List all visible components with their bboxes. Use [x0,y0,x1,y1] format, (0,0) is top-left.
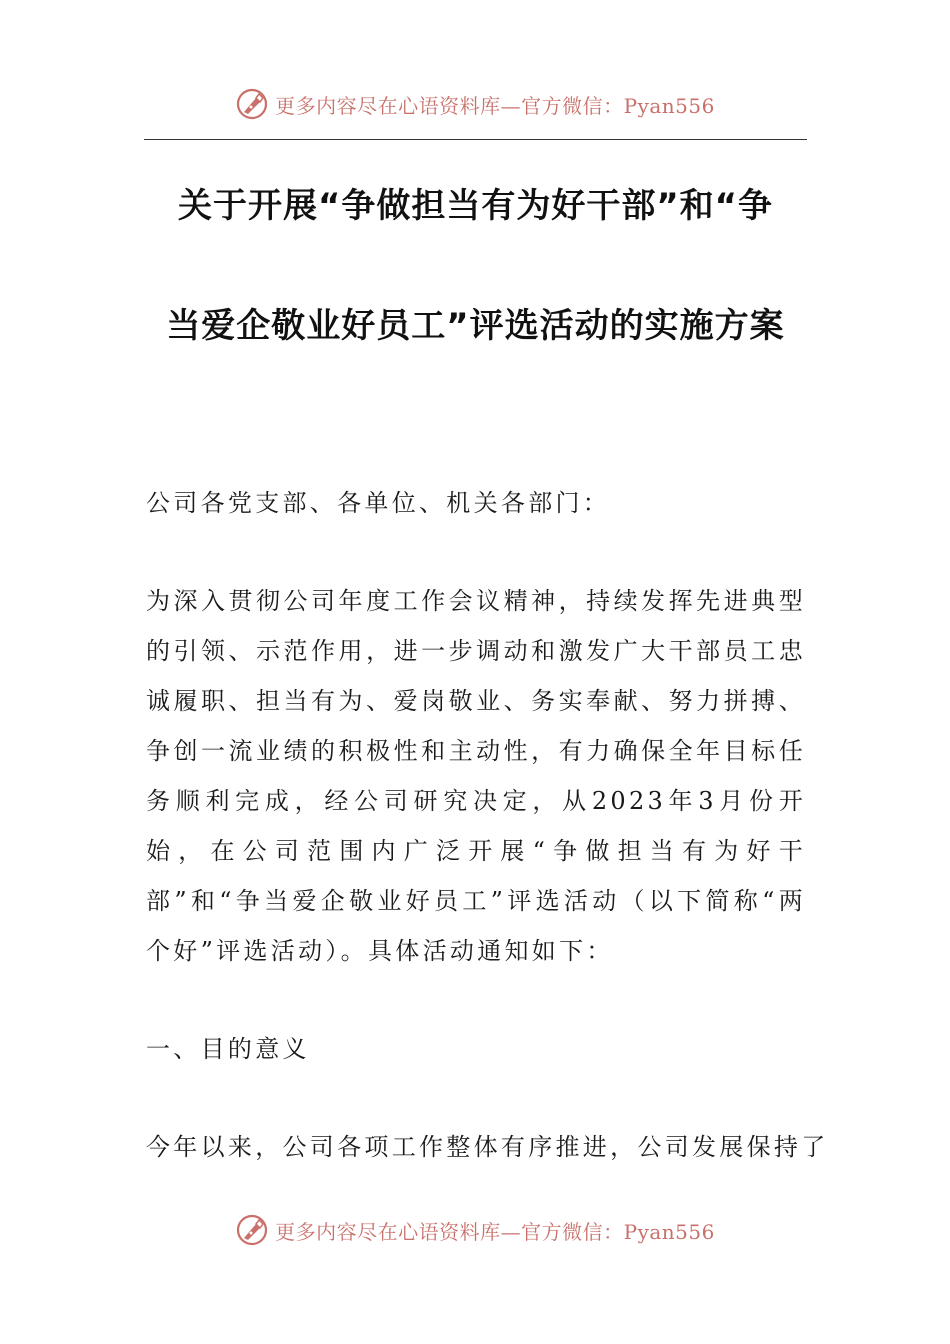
salutation: 公司各党支部、各单位、机关各部门： [146,489,611,517]
watermark-text: 更多内容尽在心语资料库—官方微信：Pyan556 [275,1219,715,1244]
watermark-text: 更多内容尽在心语资料库—官方微信：Pyan556 [275,93,715,118]
section-heading-purpose: 一、目的意义 [146,1035,310,1063]
document-title-line-2: 当爱企敬业好员工”评选活动的实施方案 [166,306,785,346]
document-title-line-1: 关于开展“争做担当有为好干部”和“争 [177,186,774,226]
pen-nib-logo-icon [235,1213,269,1247]
pen-nib-logo-icon [235,87,269,121]
section-paragraph: 今年以来，公司各项工作整体有序推进，公司发展保持了 [146,1133,829,1161]
header-divider [144,139,807,140]
watermark-footer [0,1210,950,1250]
intro-paragraph: 为深入贯彻公司年度工作会议精神，持续发挥先进典型的引领、示范作用，进一步调动和激发广大干部员工忠诚履职、担当有为、爱岗敬业、务实奉献、努力拼搏、争创一流业绩的积极性和主动性，有力确保全年目标任务顺利完成，经公司研究决定，从2023年3月份开始，在公司范围内广泛开展“争做担当有为好干部”和“争当爱企敬业好员工”评选活动（以下简称“两个好”评选活动）。具体活动通知如下： [146,587,806,965]
watermark-header [0,84,950,124]
